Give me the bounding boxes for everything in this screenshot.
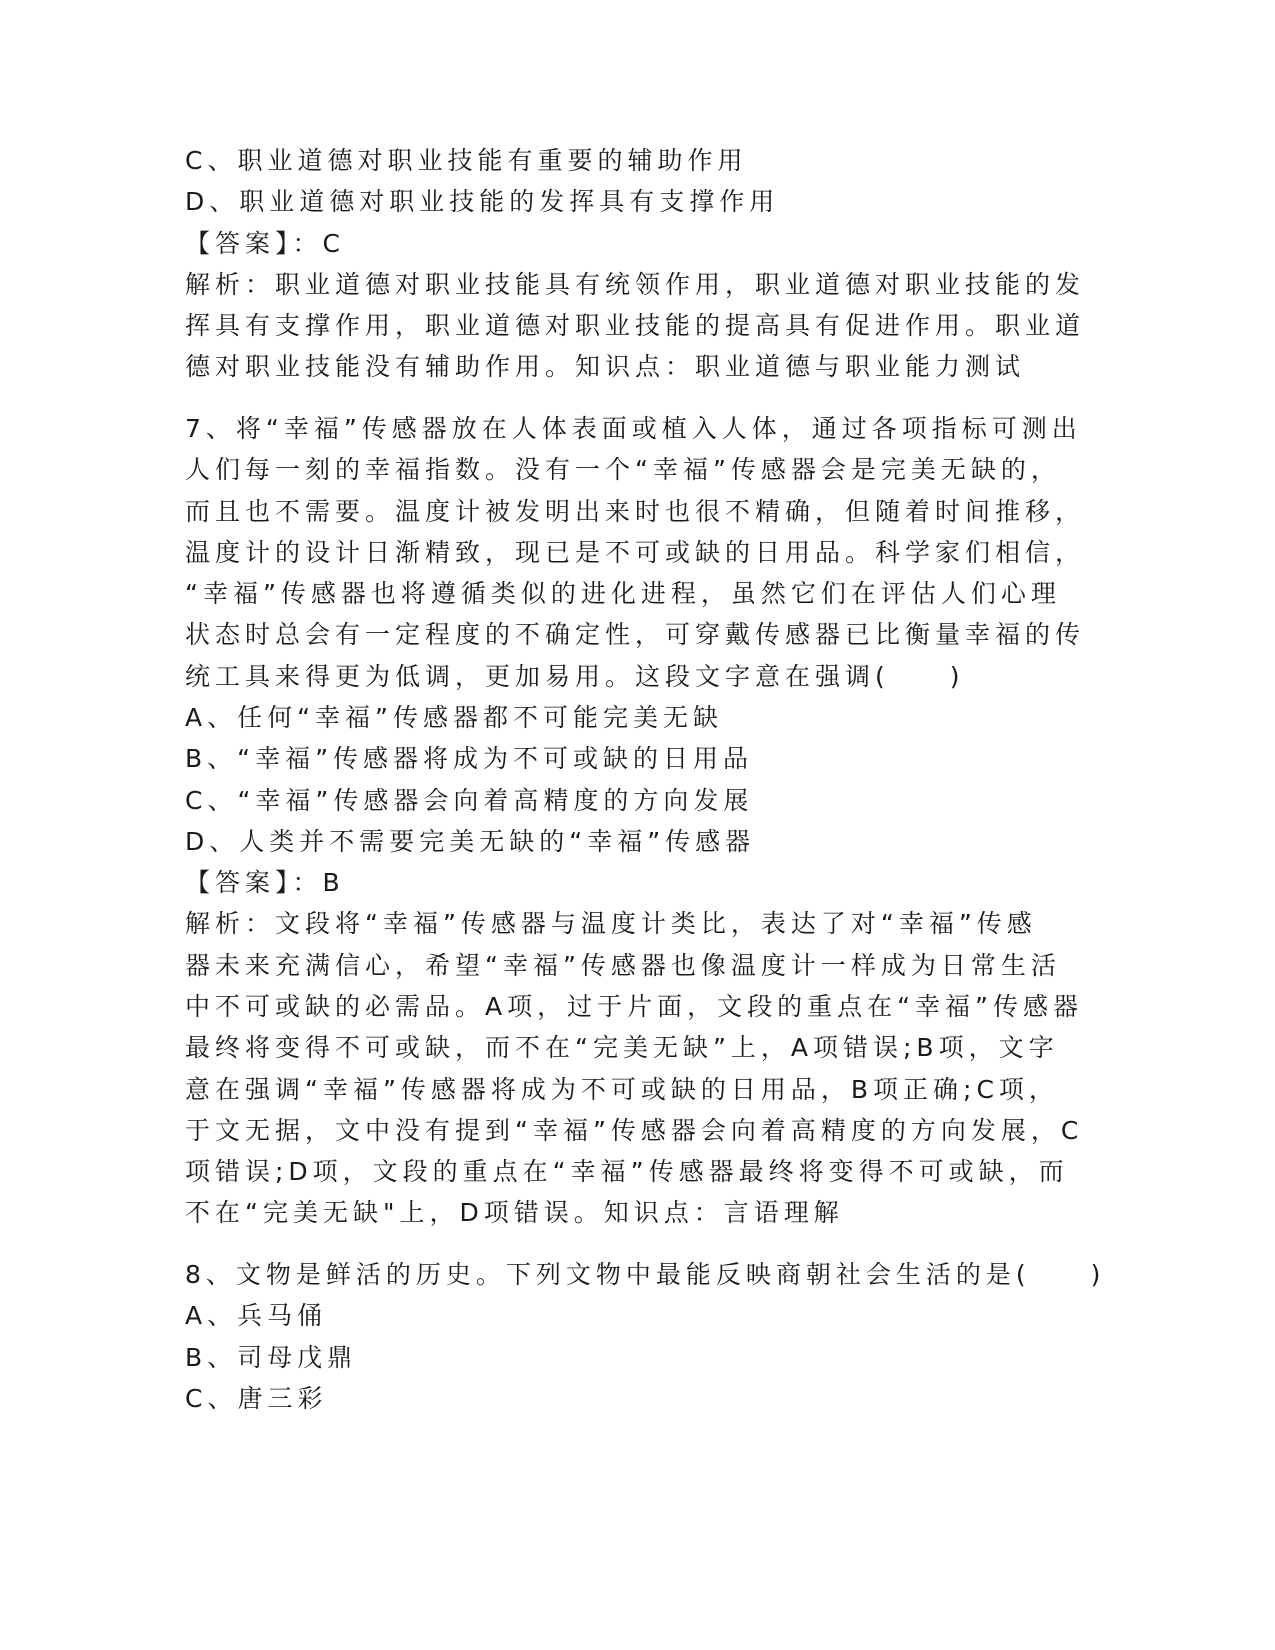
q7-option-d: D、人类并不需要完美无缺的“幸福”传感器: [185, 827, 756, 856]
q7-stem-line: “幸福”传感器也将遵循类似的进化进程，虽然它们在评估人们心理: [185, 579, 1061, 608]
q7-analysis-line: 意在强调“幸福”传感器将成为不可或缺的日用品，B项正确;C项，: [185, 1075, 1059, 1104]
q7-stem-line: 温度计的设计日渐精致，现已是不可或缺的日用品。科学家们相信，: [185, 538, 1086, 567]
q7-stem-line: 而且也不需要。温度计被发明出来时也很不精确，但随着时间推移，: [185, 497, 1086, 526]
q7-analysis-line: 项错误;D项，文段的重点在“幸福”传感器最终将变得不可或缺，而: [185, 1157, 1069, 1186]
q6-analysis-line: 挥具有支撑作用，职业道德对职业技能的提高具有促进作用。职业道: [185, 311, 1086, 340]
q7-stem-line: 状态时总会有一定程度的不确定性，可穿戴传感器已比衡量幸福的传: [185, 620, 1086, 649]
q7-analysis-line: 于文无据，文中没有提到“幸福”传感器会向着高精度的方向发展，C: [185, 1116, 1084, 1145]
q6-answer: 【答案】：C: [185, 229, 345, 258]
q6-analysis-line: 德对职业技能没有辅助作用。知识点：职业道德与职业能力测试: [185, 352, 1026, 381]
q8-option-a: A、兵马俑: [185, 1301, 328, 1330]
q6-option-d: D、职业道德对职业技能的发挥具有支撑作用: [185, 187, 780, 216]
q6-option-c: C、职业道德对职业技能有重要的辅助作用: [185, 146, 748, 175]
q6-analysis-line: 解析：职业道德对职业技能具有统领作用，职业道德对职业技能的发: [185, 270, 1086, 299]
q8-option-b: B、司母戊鼎: [185, 1343, 358, 1372]
q7-option-c: C、“幸福”传感器会向着高精度的方向发展: [185, 786, 754, 815]
q7-stem-line: 人们每一刻的幸福指数。没有一个“幸福”传感器会是完美无缺的，: [185, 455, 1061, 484]
q7-analysis-line: 最终将变得不可或缺，而不在“完美无缺”上，A项错误;B项，文字: [185, 1033, 1059, 1062]
q7-analysis-line: 不在“完美无缺"上，D项错误。知识点：言语理解: [185, 1198, 844, 1227]
q7-option-b: B、“幸福”传感器将成为不可或缺的日用品: [185, 744, 754, 773]
q7-analysis-line: 中不可或缺的必需品。A项，过于片面，文段的重点在“幸福”传感器: [185, 992, 1084, 1021]
q7-answer: 【答案】：B: [185, 868, 345, 897]
q7-option-a: A、任何“幸福”传感器都不可能完美无缺: [185, 703, 724, 732]
q8-stem: 8、文物是鲜活的历史。下列文物中最能反映商朝社会生活的是( ): [185, 1260, 1106, 1289]
q7-stem-line: 统工具来得更为低调，更加易用。这段文字意在强调( ): [185, 662, 965, 691]
q8-option-c: C、唐三彩: [185, 1384, 328, 1413]
q7-analysis-line: 器未来充满信心，希望“幸福”传感器也像温度计一样成为日常生活: [185, 951, 1061, 980]
q7-analysis-line: 解析：文段将“幸福”传感器与温度计类比，表达了对“幸福”传感: [185, 909, 1037, 938]
q7-stem-line: 7、将“幸福”传感器放在人体表面或植入人体，通过各项指标可测出: [185, 414, 1082, 443]
